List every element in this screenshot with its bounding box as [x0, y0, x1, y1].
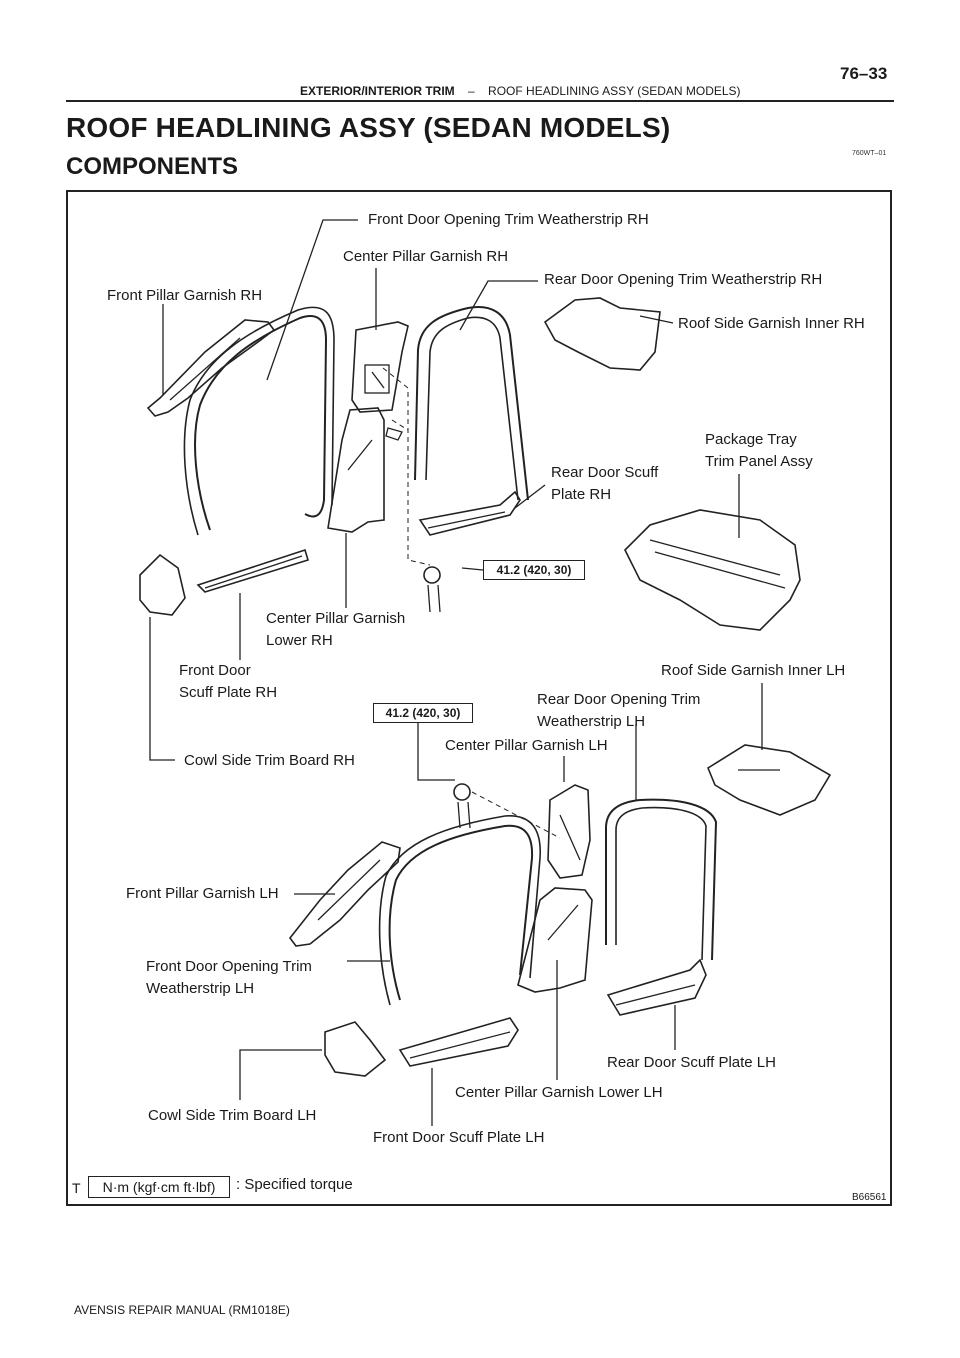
- page-title: ROOF HEADLINING ASSY (SEDAN MODELS): [66, 112, 671, 143]
- label-center-pillar-garnish-lower-lh: Center Pillar Garnish Lower LH: [455, 1084, 663, 1101]
- label-package-tray-line2: Trim Panel Assy: [705, 453, 813, 470]
- section-subtitle: COMPONENTS: [66, 153, 239, 180]
- label-front-door-scuff-rh-line2: Scuff Plate RH: [179, 684, 278, 701]
- label-roof-side-garnish-inner-rh: Roof Side Garnish Inner RH: [678, 315, 865, 332]
- leader-roof-side-rh: [640, 316, 673, 323]
- leader-torque-upper: [462, 568, 483, 570]
- figure-code: B66561: [852, 1192, 887, 1203]
- label-rear-door-opening-lh-line1: Rear Door Opening Trim: [537, 691, 701, 708]
- torque-spec-lower: 41.2 (420, 30): [373, 703, 473, 723]
- label-cowl-side-trim-board-lh: Cowl Side Trim Board LH: [148, 1107, 317, 1124]
- label-front-door-scuff-rh-line1: Front Door: [179, 662, 251, 679]
- label-front-door-opening-lh-line1: Front Door Opening Trim: [146, 958, 312, 975]
- label-roof-side-garnish-inner-lh: Roof Side Garnish Inner LH: [661, 662, 846, 679]
- label-rear-door-scuff-rh-line1: Rear Door Scuff: [551, 464, 659, 481]
- label-front-pillar-garnish-lh: Front Pillar Garnish LH: [126, 885, 279, 902]
- dashed-guide-upper: [383, 368, 430, 565]
- label-rear-door-scuff-plate-lh: Rear Door Scuff Plate LH: [607, 1054, 776, 1071]
- leader-cowl-lh: [240, 1050, 322, 1100]
- label-center-pillar-garnish-rh: Center Pillar Garnish RH: [343, 248, 509, 265]
- torque-legend-description: : Specified torque: [236, 1176, 353, 1193]
- leader-rear-door-weatherstrip-rh: [460, 281, 538, 330]
- label-center-pillar-garnish-lh: Center Pillar Garnish LH: [445, 737, 608, 754]
- label-front-door-scuff-plate-lh: Front Door Scuff Plate LH: [373, 1129, 545, 1146]
- torque-spec-upper: 41.2 (420, 30): [483, 560, 585, 580]
- label-rear-door-scuff-rh-line2: Plate RH: [551, 486, 612, 503]
- label-cowl-side-trim-board-rh: Cowl Side Trim Board RH: [184, 752, 355, 769]
- header-separator: –: [468, 84, 475, 98]
- label-front-door-opening-lh-line2: Weatherstrip LH: [146, 980, 255, 997]
- page-number: 76–33: [840, 64, 888, 83]
- label-rear-door-opening-lh-line2: Weatherstrip LH: [537, 713, 646, 730]
- reference-code: 760WT–01: [852, 150, 887, 157]
- label-front-door-opening-weatherstrip-rh: Front Door Opening Trim Weatherstrip RH: [368, 211, 649, 228]
- label-center-pillar-lower-rh-line1: Center Pillar Garnish: [266, 610, 406, 627]
- footer-manual-id: AVENSIS REPAIR MANUAL (RM1018E): [74, 1303, 290, 1317]
- torque-unit-box: N·m (kgf·cm ft·lbf): [88, 1176, 230, 1198]
- leader-rear-scuff-rh: [515, 485, 545, 508]
- label-front-pillar-garnish-rh: Front Pillar Garnish RH: [107, 287, 263, 304]
- label-package-tray-line1: Package Tray: [705, 431, 797, 448]
- leader-front-door-weatherstrip-rh: [267, 220, 358, 380]
- header-subsection: ROOF HEADLINING ASSY (SEDAN MODELS): [488, 84, 741, 98]
- torque-legend-mark: T: [72, 1180, 81, 1196]
- label-center-pillar-lower-rh-line2: Lower RH: [266, 632, 333, 649]
- header-section: EXTERIOR/INTERIOR TRIM: [300, 84, 455, 98]
- label-rear-door-opening-weatherstrip-rh: Rear Door Opening Trim Weatherstrip RH: [544, 271, 823, 288]
- leader-cowl-rh: [150, 617, 175, 760]
- dashed-guide-lower: [472, 792, 560, 838]
